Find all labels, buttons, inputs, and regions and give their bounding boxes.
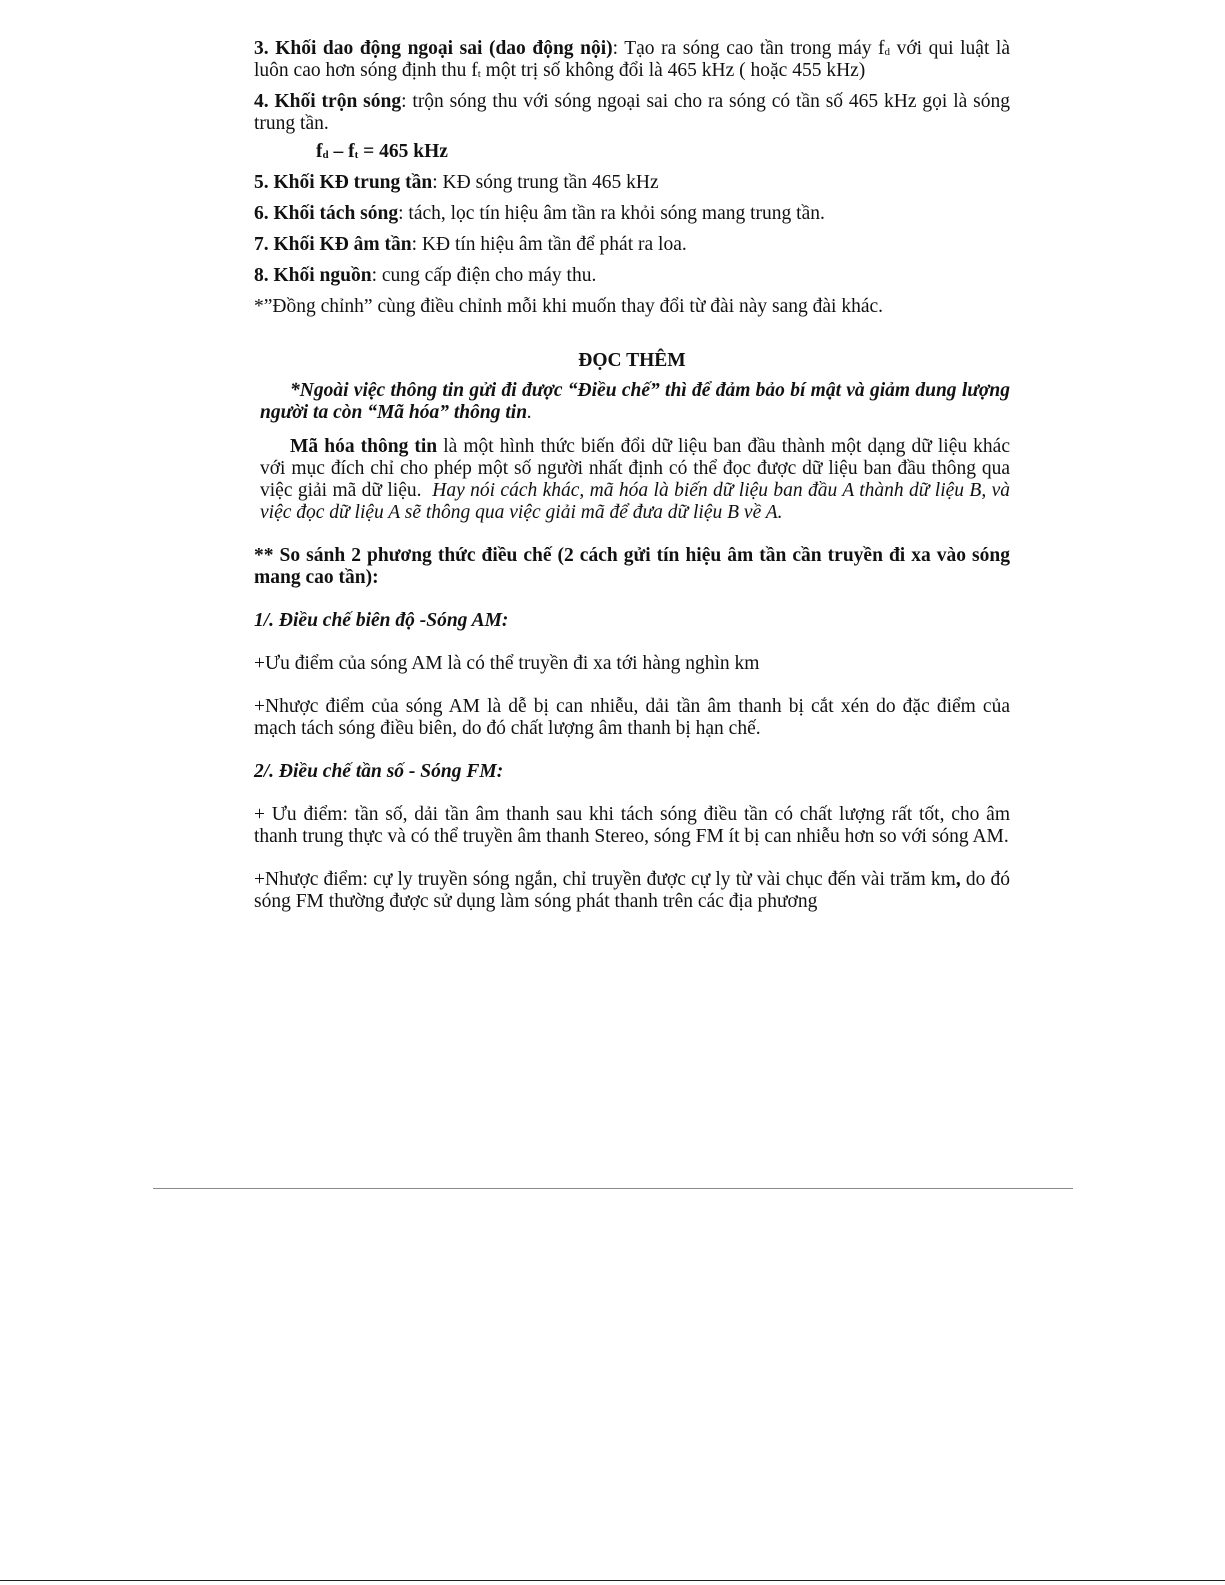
- document-body: [254, 38, 1010, 913]
- page-bottom-border: [0, 1580, 1225, 1581]
- definition-paragraph: Mã hóa thông tin là một hình thức biến đổi dữ liệu ban đầu thành một dạng dữ liệu khác với mục đích chỉ cho phép một số người nhất định có thể đọc được dữ liệu ban đầu thông qua việc giải mã dữ liệu. Hay nói cách khác, mã hóa là biến dữ liệu ban đầu A thành dữ liệu B, và việc đọc dữ liệu A sẽ thông qua việc giải mã để đưa dữ liệu B về A.: [260, 436, 1011, 523]
- am-title: 1/. Điều chế biên độ -Sóng AM:: [254, 610, 509, 631]
- item-number: 7.: [254, 234, 269, 255]
- item-title: Khối KĐ trung tần: [273, 172, 433, 193]
- fm-con: +Nhược điểm: cự ly truyền sóng ngắn, chỉ truyền được cự ly từ vài chục đến vài trăm km, do đó sóng FM thường được sử dụng làm sóng phát thanh trên các địa phương: [254, 869, 1010, 912]
- am-con: +Nhược điểm của sóng AM là dễ bị can nhiễu, dải tần âm thanh bị cắt xén do đặc điểm của mạch tách sóng điều biên, do đó chất lượng âm thanh bị hạn chế.: [254, 696, 1010, 739]
- item-number: 5.: [254, 172, 269, 193]
- formula: $f_d - f_t = 465$ kHz: [316, 141, 448, 162]
- fm-pro: + Ưu điểm: tần số, dải tần âm thanh sau khi tách sóng điều tần có chất lượng rất tốt, cho âm thanh trung thực và có thể truyền âm thanh Stereo, sóng FM ít bị can nhiễu hơn so với sóng AM.: [254, 804, 1010, 847]
- item-text: : tách, lọc tín hiệu âm tần ra khỏi sóng mang trung tần.: [398, 203, 825, 224]
- item-number: 6.: [254, 203, 269, 224]
- subscript: t: [477, 68, 481, 80]
- item-text: : Tạo ra sóng cao tần trong máy f: [612, 38, 885, 59]
- item-text: : KĐ sóng trung tần 465 kHz: [432, 172, 659, 193]
- item-8: [254, 265, 1010, 287]
- subscript: t: [354, 149, 359, 161]
- item-text: : KĐ tín hiệu âm tần để phát ra loa.: [411, 234, 687, 255]
- section-heading: ĐỌC THÊM: [578, 350, 686, 371]
- subscript: d: [322, 149, 329, 161]
- item-title: Khối tách sóng: [273, 203, 399, 224]
- intro-paragraph: *Ngoài việc thông tin gửi đi được “Điều chế” thì để đảm bảo bí mật và giảm dung lượng người ta còn “Mã hóa” thông tin.: [260, 380, 1010, 423]
- item-text: với qui luật là luôn cao hơn sóng định thu f: [254, 38, 1010, 81]
- item-title: Khối KĐ âm tần: [273, 234, 412, 255]
- item-5: [254, 172, 1010, 194]
- item-text: : trộn sóng thu với sóng ngoại sai cho ra sóng có tần số 465 kHz gọi là sóng trung tần.: [254, 91, 1010, 134]
- item-title: Khối dao động ngoại sai (dao động nội): [275, 38, 613, 59]
- item-number: 4.: [254, 91, 269, 112]
- item-number: 3.: [254, 38, 269, 59]
- item-title: Khối trộn sóng: [274, 91, 402, 112]
- item-3: [254, 38, 1010, 82]
- fm-title: 2/. Điều chế tần số - Sóng FM:: [254, 761, 504, 782]
- item-text: một trị số không đổi là 465 kHz ( hoặc 455 kHz): [480, 60, 866, 81]
- note: *”Đồng chỉnh” cùng điều chỉnh mỗi khi muốn thay đổi từ đài này sang đài khác.: [254, 296, 884, 317]
- doc-them-section: [260, 380, 1010, 524]
- item-text: : cung cấp điện cho máy thu.: [371, 265, 597, 286]
- am-pro: +Ưu điểm của sóng AM là có thể truyền đi xa tới hàng nghìn km: [254, 653, 760, 674]
- subscript: d: [884, 46, 891, 58]
- item-4: [254, 91, 1010, 135]
- item-title: Khối nguồn: [273, 265, 372, 286]
- item-number: 8.: [254, 265, 269, 286]
- item-7: [254, 234, 1010, 256]
- footer-divider: [153, 1188, 1073, 1189]
- compare-title: ** So sánh 2 phương thức điều chế (2 cách gửi tín hiệu âm tần cần truyền đi xa vào sóng mang cao tần):: [254, 545, 1010, 588]
- item-6: [254, 203, 1010, 225]
